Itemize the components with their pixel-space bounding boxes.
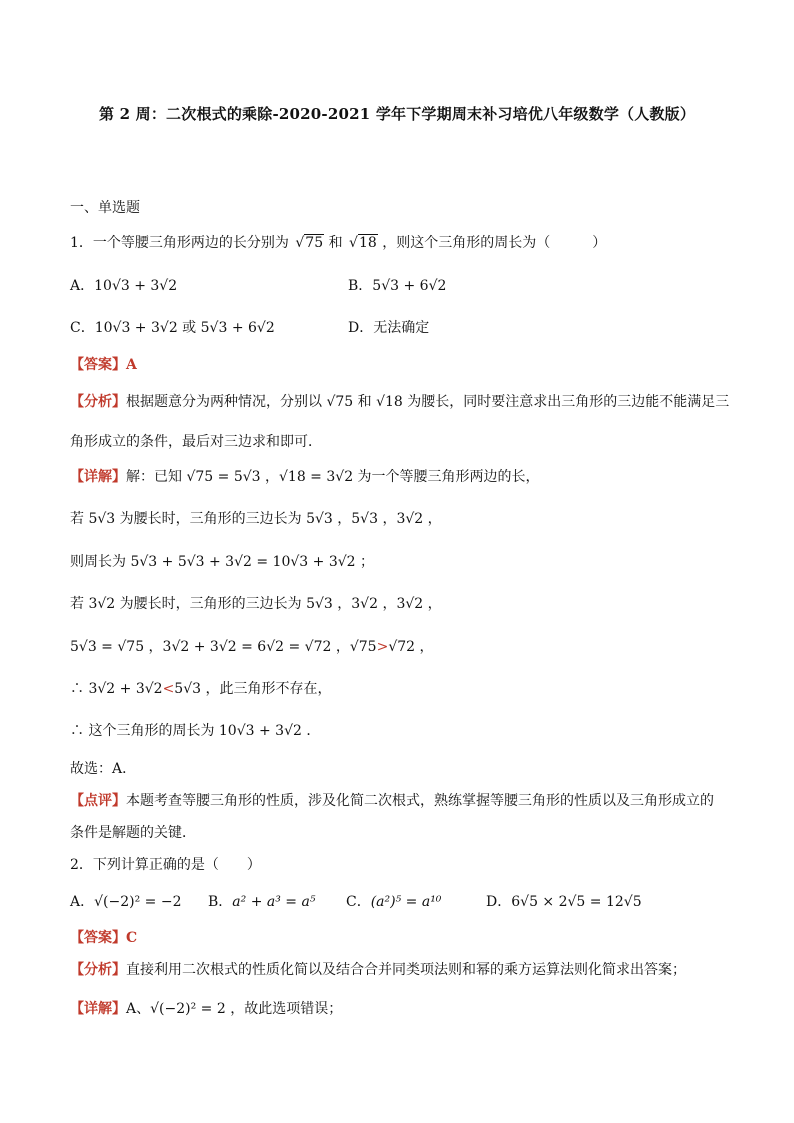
q1-analysis-text-1: 根据题意分为两种情况，分别以 √75 和 √18 为腰长，同时要注意求出三角形的三边能不能满足三 bbox=[126, 394, 730, 410]
q1-option-b bbox=[348, 276, 446, 296]
q1-option-c-text: 10√3 + 3√2 或 5√3 + 6√2 bbox=[94, 320, 275, 336]
q2-option-a-text: √(−2)² = −2 bbox=[94, 894, 182, 910]
q1-option-a-label: A． bbox=[70, 278, 95, 294]
q2-option-b bbox=[208, 892, 315, 912]
q1-detail-text-6a: ∴ 3√2 + 3√2 bbox=[70, 681, 163, 697]
q2-detail-line-1 bbox=[70, 999, 342, 1019]
q1-option-a bbox=[70, 276, 177, 296]
q1-comment-line-2: 条件是解题的关键． bbox=[70, 825, 196, 841]
q1-detail-line-2: 若 5√3 为腰长时，三角形的三边长为 5√3 ，5√3 ，3√2 ， bbox=[70, 511, 442, 527]
q1-detail-text-5a: 5√3 = √75 ，3√2 + 3√2 = 6√2 = √72 ，√75 bbox=[70, 639, 377, 655]
q2-option-d bbox=[486, 892, 642, 912]
q1-comment-text-1: 本题考查等腰三角形的性质，涉及化简二次根式，熟练掌握等腰三角形的性质以及三角形成立的 bbox=[126, 793, 714, 809]
q1-option-c bbox=[70, 318, 275, 338]
q1-comment-line-1 bbox=[70, 791, 714, 811]
q2-stem: 2．下列计算正确的是（ ） bbox=[70, 857, 261, 873]
q1-option-d-label: D． bbox=[348, 320, 374, 336]
q1-detail-line-4: 若 3√2 为腰长时，三角形的三边长为 5√3 ，3√2 ，3√2 ， bbox=[70, 596, 442, 612]
q1-detail-line-1 bbox=[70, 467, 540, 487]
q1-detail-line-3: 则周长为 5√3 + 5√3 + 3√2 = 10√3 + 3√2 ； bbox=[70, 554, 375, 570]
q2-option-c bbox=[346, 892, 441, 912]
q2-option-d-label: D． bbox=[486, 894, 512, 910]
section-heading: 一、单选题 bbox=[70, 200, 140, 216]
q1-analysis-tag: 【分析】 bbox=[70, 394, 126, 410]
q2-option-a bbox=[70, 892, 182, 912]
q1-detail-text-1: 解：已知 √75 = 5√3 ，√18 = 3√2 为一个等腰三角形两边的长， bbox=[126, 469, 540, 485]
q2-option-c-text: (a²)⁵ = a¹⁰ bbox=[370, 894, 442, 910]
q1-radical-2: √18 bbox=[349, 235, 377, 251]
q2-option-d-text: 6√5 × 2√5 = 12√5 bbox=[511, 894, 642, 910]
q1-answer-value: A bbox=[126, 357, 137, 373]
q1-detail-line-6 bbox=[70, 679, 331, 699]
q1-radical-1: √75 bbox=[295, 235, 324, 251]
q1-detail-tag: 【详解】 bbox=[70, 469, 126, 485]
q1-analysis-line-2: 角形成立的条件，最后对三边求和即可． bbox=[70, 434, 322, 450]
q1-option-d bbox=[348, 318, 429, 338]
q1-answer bbox=[70, 355, 137, 375]
q1-stem-b: ，则这个三角形的周长为（ ） bbox=[382, 235, 607, 251]
q2-analysis-tag: 【分析】 bbox=[70, 962, 126, 978]
q2-answer-tag: 【答案】 bbox=[70, 930, 126, 946]
q1-analysis-line-1 bbox=[70, 392, 729, 412]
page-title: 第 2 周：二次根式的乘除-2020-2021 学年下学期周末补习培优八年级数学（人教版） bbox=[98, 105, 696, 123]
q1-detail-text-6b: 5√3 ，此三角形不存在， bbox=[174, 681, 332, 697]
q1-detail-text-5b: √72 ， bbox=[388, 639, 434, 655]
q1-stem bbox=[70, 233, 606, 253]
q2-analysis-text: 直接利用二次根式的性质化简以及结合合并同类项法则和幂的乘方运算法则化简求出答案； bbox=[126, 962, 686, 978]
q2-answer bbox=[70, 928, 137, 948]
q1-choose: 故选：A． bbox=[70, 761, 137, 777]
q2-detail-text-1: A、√(−2)² = 2 ，故此选项错误； bbox=[126, 1001, 343, 1017]
q1-detail-line-5 bbox=[70, 637, 434, 657]
q1-detail-lt-sign: < bbox=[162, 681, 175, 697]
q2-analysis bbox=[70, 960, 686, 980]
q1-option-b-label: B． bbox=[348, 278, 373, 294]
q1-detail-gt-sign: > bbox=[376, 639, 389, 655]
q1-stem-a: 1．一个等腰三角形两边的长分别为 bbox=[70, 235, 289, 251]
q1-option-d-text: 无法确定 bbox=[373, 320, 430, 336]
q1-stem-mid: 和 bbox=[328, 235, 343, 251]
q2-detail-tag: 【详解】 bbox=[70, 1001, 126, 1017]
q2-option-b-text: a² + a³ = a⁵ bbox=[232, 894, 316, 910]
q2-answer-value: C bbox=[126, 930, 138, 946]
q1-option-b-text: 5√3 + 6√2 bbox=[372, 278, 447, 294]
q1-answer-tag: 【答案】 bbox=[70, 357, 126, 373]
q1-option-c-label: C． bbox=[70, 320, 95, 336]
q2-option-c-label: C． bbox=[346, 894, 371, 910]
q2-option-b-label: B． bbox=[208, 894, 233, 910]
q1-option-a-text: 10√3 + 3√2 bbox=[94, 278, 178, 294]
q2-option-a-label: A． bbox=[70, 894, 95, 910]
q1-detail-line-7: ∴ 这个三角形的周长为 10√3 + 3√2 ． bbox=[70, 723, 321, 739]
q1-comment-tag: 【点评】 bbox=[70, 793, 126, 809]
